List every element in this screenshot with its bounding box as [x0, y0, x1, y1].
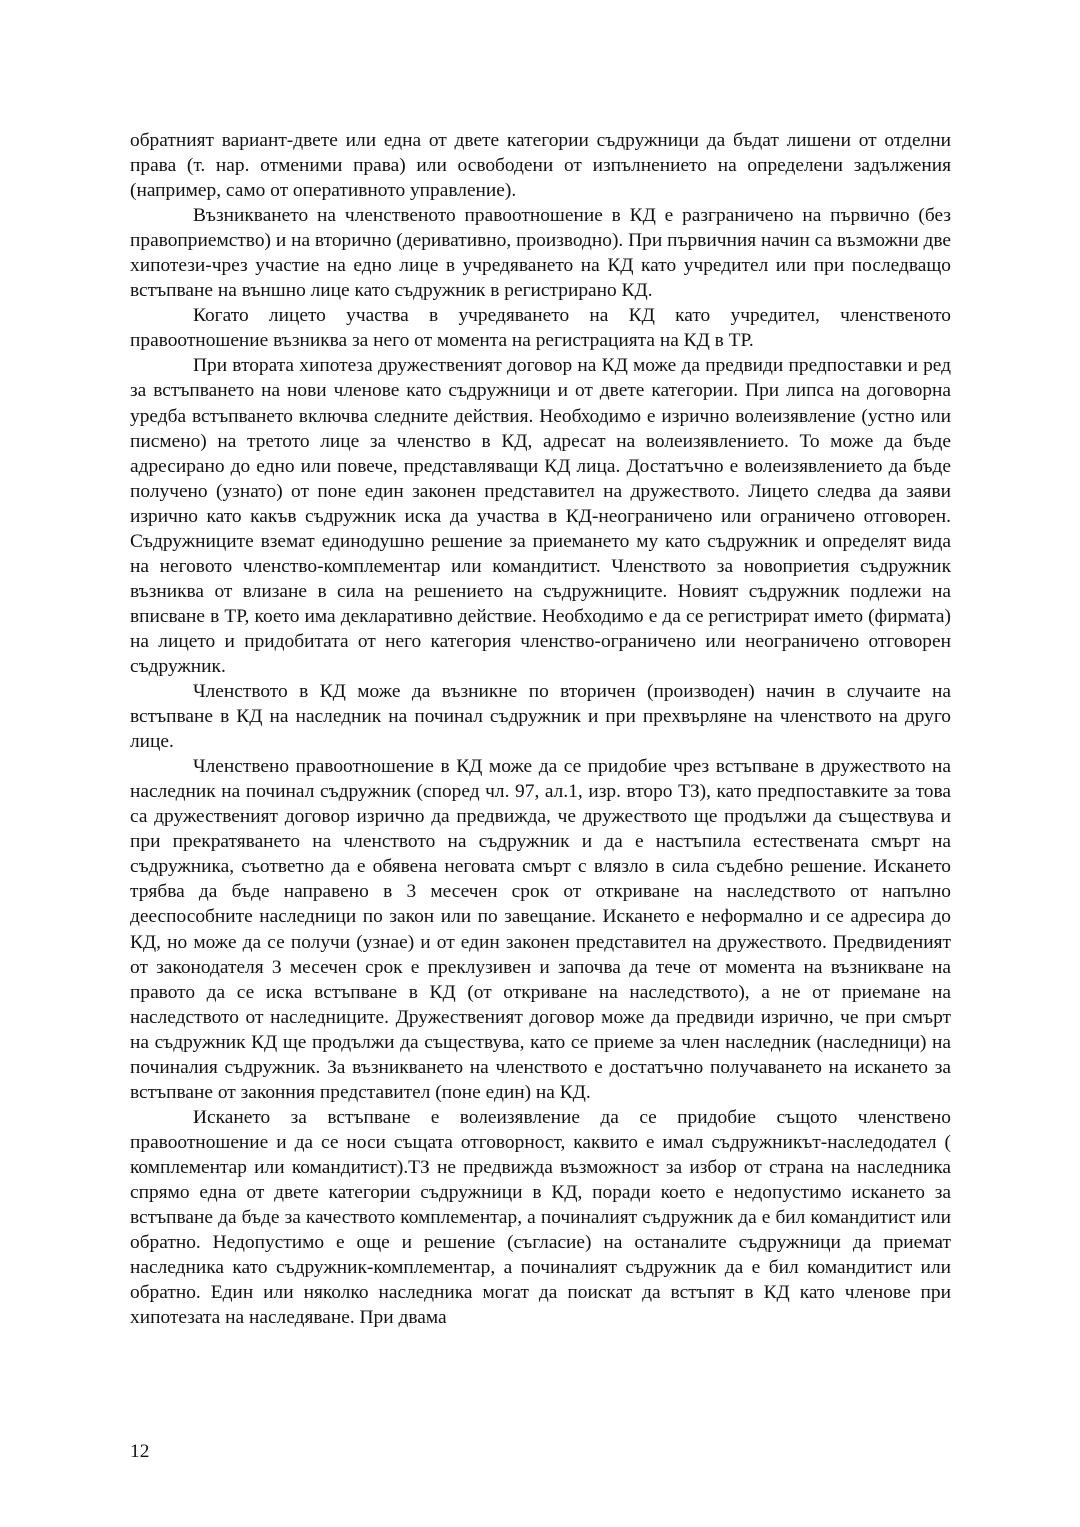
paragraph: Възникването на членственото правоотношение в КД е разграничено на първично (без правоприемство) и на вторично (деривативно, производно). При първичния начин са възможни две хипотези-чрез участие на едно лице в учредяването на КД като учредител или при последващо встъпване на външно лице като съдружник в регистрирано КД. — [130, 205, 951, 302]
paragraph: При втората хипотеза дружественият договор на КД може да предвиди предпоставки и ред за встъпването на нови членове като съдружници и от двете категории. При липса на договорна уредба встъпването включва следните действия. Необходимо е изрично волеизявление (устно или писмено) на третото лице за членство в КД, адресат на волеизявлението. То може да бъде адресирано до едно или повече, представляващи КД лица. Достатъчно е волеизявлението да бъде получено (узнато) от поне един законен представител на дружеството. Лицето следва да заяви изрично като какъв съдружник иска да участва в КД-неограничено или ограничено отговорен. Съдружниците вземат единодушно решение за приемането му като съдружник и определят вида на неговото членство-комплементар или командитист. Членството за новоприетия съдружник възниква от влизане в сила на решението на съдружниците. Новият съдружник подлежи на вписване в ТР, което има декларативно действие. Необходимо е да се регистрират името (фирмата) на лицето и придобитата от него категория членство-ограничено или неограничено отговорен съдружник. — [130, 355, 951, 677]
page-number: 12 — [130, 1441, 150, 1462]
paragraph: Членството в КД може да възникне по вторичен (производен) начин в случаите на встъпване в КД на наследник на починал съдружник и при прехвърляне на членството на друго лице. — [130, 681, 951, 753]
paragraph: Искането за встъпване е волеизявление да се придобие същото членствено правоотношение и да се носи същата отговорност, каквито е имал съдружникът-наследодател ( комплементар или командитист).ТЗ не предвижда възможност за избор от страна на наследника спрямо една от двете категории съдружници в КД, поради което е недопустимо искането за встъпване да бъде за качеството комплементар, а починалият съдружник да е бил командитист или обратно. Недопустимо е още и решение (съгласие) на останалите съдружници да приемат наследника като съдружник-комплементар, а починалият съдружник да е бил командитист или обратно. Един или няколко наследника могат да поискат да встъпят в КД като членове при хипотезата на наследяване. При двама — [130, 1106, 951, 1329]
paragraph: Членствено правоотношение в КД може да се придобие чрез встъпване в дружеството на наследник на починал съдружник (според чл. 97, ал.1, изр. второ ТЗ), като предпоставките за това са дружественият договор изрично да предвижда, че дружеството ще продължи да съществува и при прекратяването на членството на съдружник и да е настъпила естествената смърт на съдружника, съответно да е обявена неговата смърт с влязло в сила съдебно решение. Искането трябва да бъде направено в 3 месечен срок от откриване на наследството от напълно дееспособните наследници по закон или по завещание. Искането е неформално и се адресира до КД, но може да се получи (узнае) и от един законен представител на дружеството. Предвиденият от законодателя 3 месечен срок е преклузивен и започва да тече от момента на възникване на правото да се иска встъпване в КД (от откриване на наследството), а не от приемане на наследството от наследниците. Дружественият договор може да предвиди изрично, че при смърт на съдружник КД ще продължи да съществува, като се приеме за член наследник (наследници) на починалия съдружник. За възникването на членството е достатъчно получаването на искането за встъпване от законния представител (поне един) на КД. — [130, 756, 951, 1103]
paragraph: Когато лицето участва в учредяването на КД като учредител, членственото правоотношение възниква за него от момента на регистрацията на КД в ТР. — [130, 305, 951, 352]
paragraph-continued: обратният вариант-двете или една от двете категории съдружници да бъдат лишени от отделни права (т. нар. отменими права) или освободени от изпълнението на определени задължения (например, само от оперативното управление). — [130, 130, 951, 202]
body-text — [130, 128, 951, 1330]
